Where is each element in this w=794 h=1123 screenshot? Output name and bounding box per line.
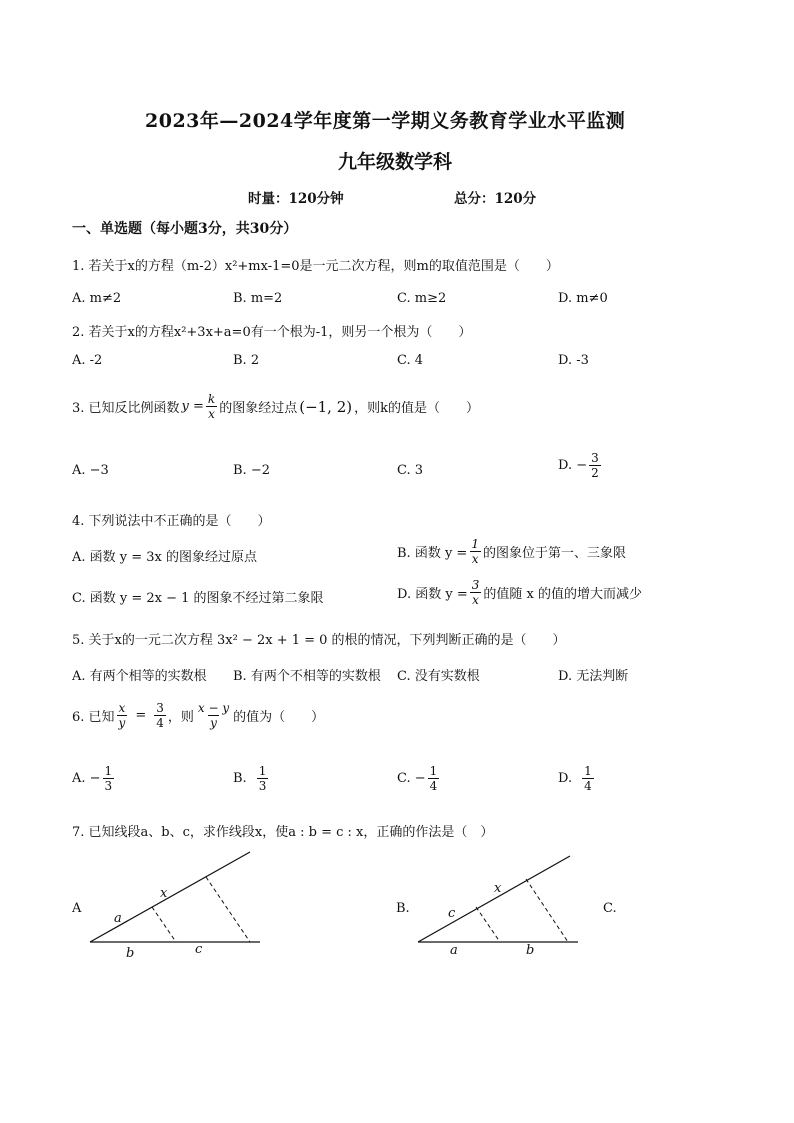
option-label: C. − bbox=[397, 771, 426, 786]
question-6-fraction-x-over-y bbox=[117, 702, 128, 729]
fraction-numerator: 1 bbox=[258, 764, 267, 778]
fraction-numerator: 1 bbox=[104, 764, 113, 778]
question-6-option-a[interactable] bbox=[72, 765, 116, 792]
fraction-denominator: 4 bbox=[429, 779, 438, 793]
figure-a-dashed-line-1 bbox=[152, 907, 176, 942]
fraction-denominator: 4 bbox=[156, 716, 164, 730]
fraction-numerator: 1 bbox=[584, 764, 592, 778]
question-3-func-lhs: y = bbox=[181, 399, 204, 414]
question-6-stem-suffix: 的值为（ ） bbox=[233, 710, 325, 725]
question-3-stem-prefix: 3. 已知反比例函数 bbox=[72, 401, 180, 416]
equals-sign: = bbox=[135, 708, 147, 723]
exam-total-score: 总分：120分 bbox=[454, 191, 537, 207]
question-3-stem-suffix: ，则k的值是（ ） bbox=[354, 401, 480, 416]
question-4-option-d[interactable] bbox=[397, 579, 642, 606]
option-fraction bbox=[582, 765, 594, 792]
question-2-stem: 2. 若关于x的方程x²+3x+a=0有一个根为-1，则另一个根为（ ） bbox=[72, 325, 472, 340]
option-fraction bbox=[257, 765, 269, 792]
option-fraction bbox=[103, 765, 115, 792]
exam-time: 时量：120分钟 bbox=[248, 191, 344, 207]
question-6-option-d[interactable] bbox=[558, 765, 596, 792]
question-4-stem: 4. 下列说法中不正确的是（ ） bbox=[72, 514, 271, 529]
question-3-option-b[interactable]: B. −2 bbox=[233, 463, 270, 478]
figure-b-label-x: x bbox=[494, 881, 502, 896]
figure-a-label-b: b bbox=[126, 946, 135, 961]
question-6-stem-prefix: 6. 已知 bbox=[72, 710, 115, 725]
question-1-option-a[interactable]: A. m≠2 bbox=[72, 291, 122, 306]
question-5-stem: 5. 关于x的一元二次方程 3x² − 2x + 1 = 0 的根的情况，下列判断正确的是（ ） bbox=[72, 633, 566, 648]
fraction-denominator: 4 bbox=[584, 779, 592, 793]
fraction-numerator: 1 bbox=[429, 764, 438, 778]
fraction-denominator: x bbox=[208, 407, 215, 421]
question-1-stem: 1. 若关于x的方程（m-2）x²+mx-1=0是一元二次方程，则m的取值范围是（ ） bbox=[72, 259, 559, 274]
fraction-denominator: 2 bbox=[591, 466, 599, 480]
question-6-fraction-expression bbox=[196, 702, 231, 729]
page-title: 2023年—2024学年度第一学期义务教育学业水平监测 bbox=[145, 110, 626, 132]
question-3-option-d[interactable] bbox=[558, 452, 603, 479]
option-label: B. bbox=[233, 771, 247, 786]
question-1-option-c[interactable]: C. m≥2 bbox=[397, 291, 447, 306]
option-text-suffix: 的值随 x 的值的增大而减少 bbox=[483, 587, 642, 602]
fraction-numerator: x − y bbox=[197, 701, 230, 715]
option-text-prefix: D. 函数 y = bbox=[397, 587, 468, 602]
figure-b-label-b: b bbox=[526, 943, 535, 958]
question-6-fraction-3-over-4 bbox=[154, 702, 166, 729]
question-7-option-a-label[interactable]: A bbox=[72, 901, 82, 916]
figure-b-label-c: c bbox=[448, 906, 456, 921]
question-3-point: (−1, 2) bbox=[299, 397, 353, 416]
question-7-stem: 7. 已知线段a、b、c，求作线段x，使a : b = c : x，正确的作法是（ ） bbox=[72, 825, 494, 840]
option-fraction bbox=[469, 538, 481, 565]
option-text-prefix: B. 函数 y = bbox=[397, 546, 468, 561]
figure-a-upper-ray bbox=[90, 852, 250, 942]
figure-a-label-c: c bbox=[195, 942, 203, 957]
fraction-numerator: 3 bbox=[471, 578, 480, 592]
figure-b-dashed-line-1 bbox=[476, 907, 500, 942]
option-fraction bbox=[589, 452, 601, 479]
figure-a-label-x: x bbox=[160, 886, 168, 901]
question-3-stem bbox=[72, 393, 479, 420]
question-3-stem-mid: 的图象经过点 bbox=[219, 401, 298, 416]
question-5-option-b[interactable]: B. 有两个不相等的实数根 bbox=[233, 669, 381, 684]
fraction-denominator: y bbox=[118, 716, 126, 730]
question-2-option-c[interactable]: C. 4 bbox=[397, 353, 424, 368]
fraction-denominator: 3 bbox=[104, 779, 113, 793]
question-6-option-b[interactable] bbox=[233, 765, 270, 792]
question-1-option-b[interactable]: B. m=2 bbox=[233, 291, 283, 306]
question-4-option-b[interactable] bbox=[397, 538, 626, 565]
question-3-option-a[interactable]: A. −3 bbox=[72, 463, 109, 478]
option-label: D. − bbox=[558, 458, 588, 473]
fraction-numerator: k bbox=[207, 392, 216, 406]
question-6-option-c[interactable] bbox=[397, 765, 441, 792]
page-subtitle: 九年级数学科 bbox=[338, 151, 453, 173]
fraction-numerator: 3 bbox=[591, 451, 599, 465]
fraction-numerator: 1 bbox=[471, 537, 479, 551]
figure-b-upper-ray bbox=[418, 856, 570, 942]
option-text-suffix: 的图象位于第一、三象限 bbox=[482, 546, 626, 561]
option-fraction bbox=[470, 579, 482, 606]
question-3-option-c[interactable]: C. 3 bbox=[397, 463, 424, 478]
question-4-option-a[interactable]: A. 函数 y = 3x 的图象经过原点 bbox=[72, 550, 258, 565]
figure-b-dashed-line-2 bbox=[526, 879, 568, 942]
question-7-figure-a bbox=[84, 850, 284, 970]
question-7-figure-b bbox=[412, 850, 602, 970]
fraction-numerator: 3 bbox=[156, 701, 164, 715]
option-fraction bbox=[428, 765, 440, 792]
fraction-numerator: x bbox=[118, 701, 126, 715]
question-7-option-b-label[interactable]: B. bbox=[396, 901, 410, 916]
question-5-option-c[interactable]: C. 没有实数根 bbox=[397, 669, 480, 684]
section-heading: 一、单选题（每小题3分，共30分） bbox=[72, 221, 298, 237]
question-2-option-b[interactable]: B. 2 bbox=[233, 353, 260, 368]
fraction-denominator: 3 bbox=[258, 779, 267, 793]
question-6-stem-mid: ，则 bbox=[167, 710, 194, 725]
option-label: A. − bbox=[72, 771, 101, 786]
option-label: D. bbox=[558, 771, 573, 786]
question-3-func-fraction bbox=[206, 393, 217, 420]
question-5-option-a[interactable]: A. 有两个相等的实数根 bbox=[72, 669, 207, 684]
question-1-option-d[interactable]: D. m≠0 bbox=[558, 291, 608, 306]
question-7-option-c-label[interactable]: C. bbox=[603, 901, 617, 916]
question-5-option-d[interactable]: D. 无法判断 bbox=[558, 669, 629, 684]
question-2-option-d[interactable]: D. -3 bbox=[558, 353, 589, 368]
figure-a-label-a: a bbox=[114, 911, 122, 926]
figure-a-dashed-line-2 bbox=[206, 877, 250, 942]
question-2-option-a[interactable]: A. -2 bbox=[72, 353, 103, 368]
question-6-stem bbox=[72, 702, 324, 729]
fraction-denominator: y bbox=[210, 716, 217, 730]
fraction-denominator: x bbox=[471, 552, 479, 566]
fraction-denominator: x bbox=[472, 593, 479, 607]
question-4-option-c[interactable]: C. 函数 y = 2x − 1 的图象不经过第二象限 bbox=[72, 591, 324, 606]
figure-b-label-a: a bbox=[450, 943, 458, 958]
